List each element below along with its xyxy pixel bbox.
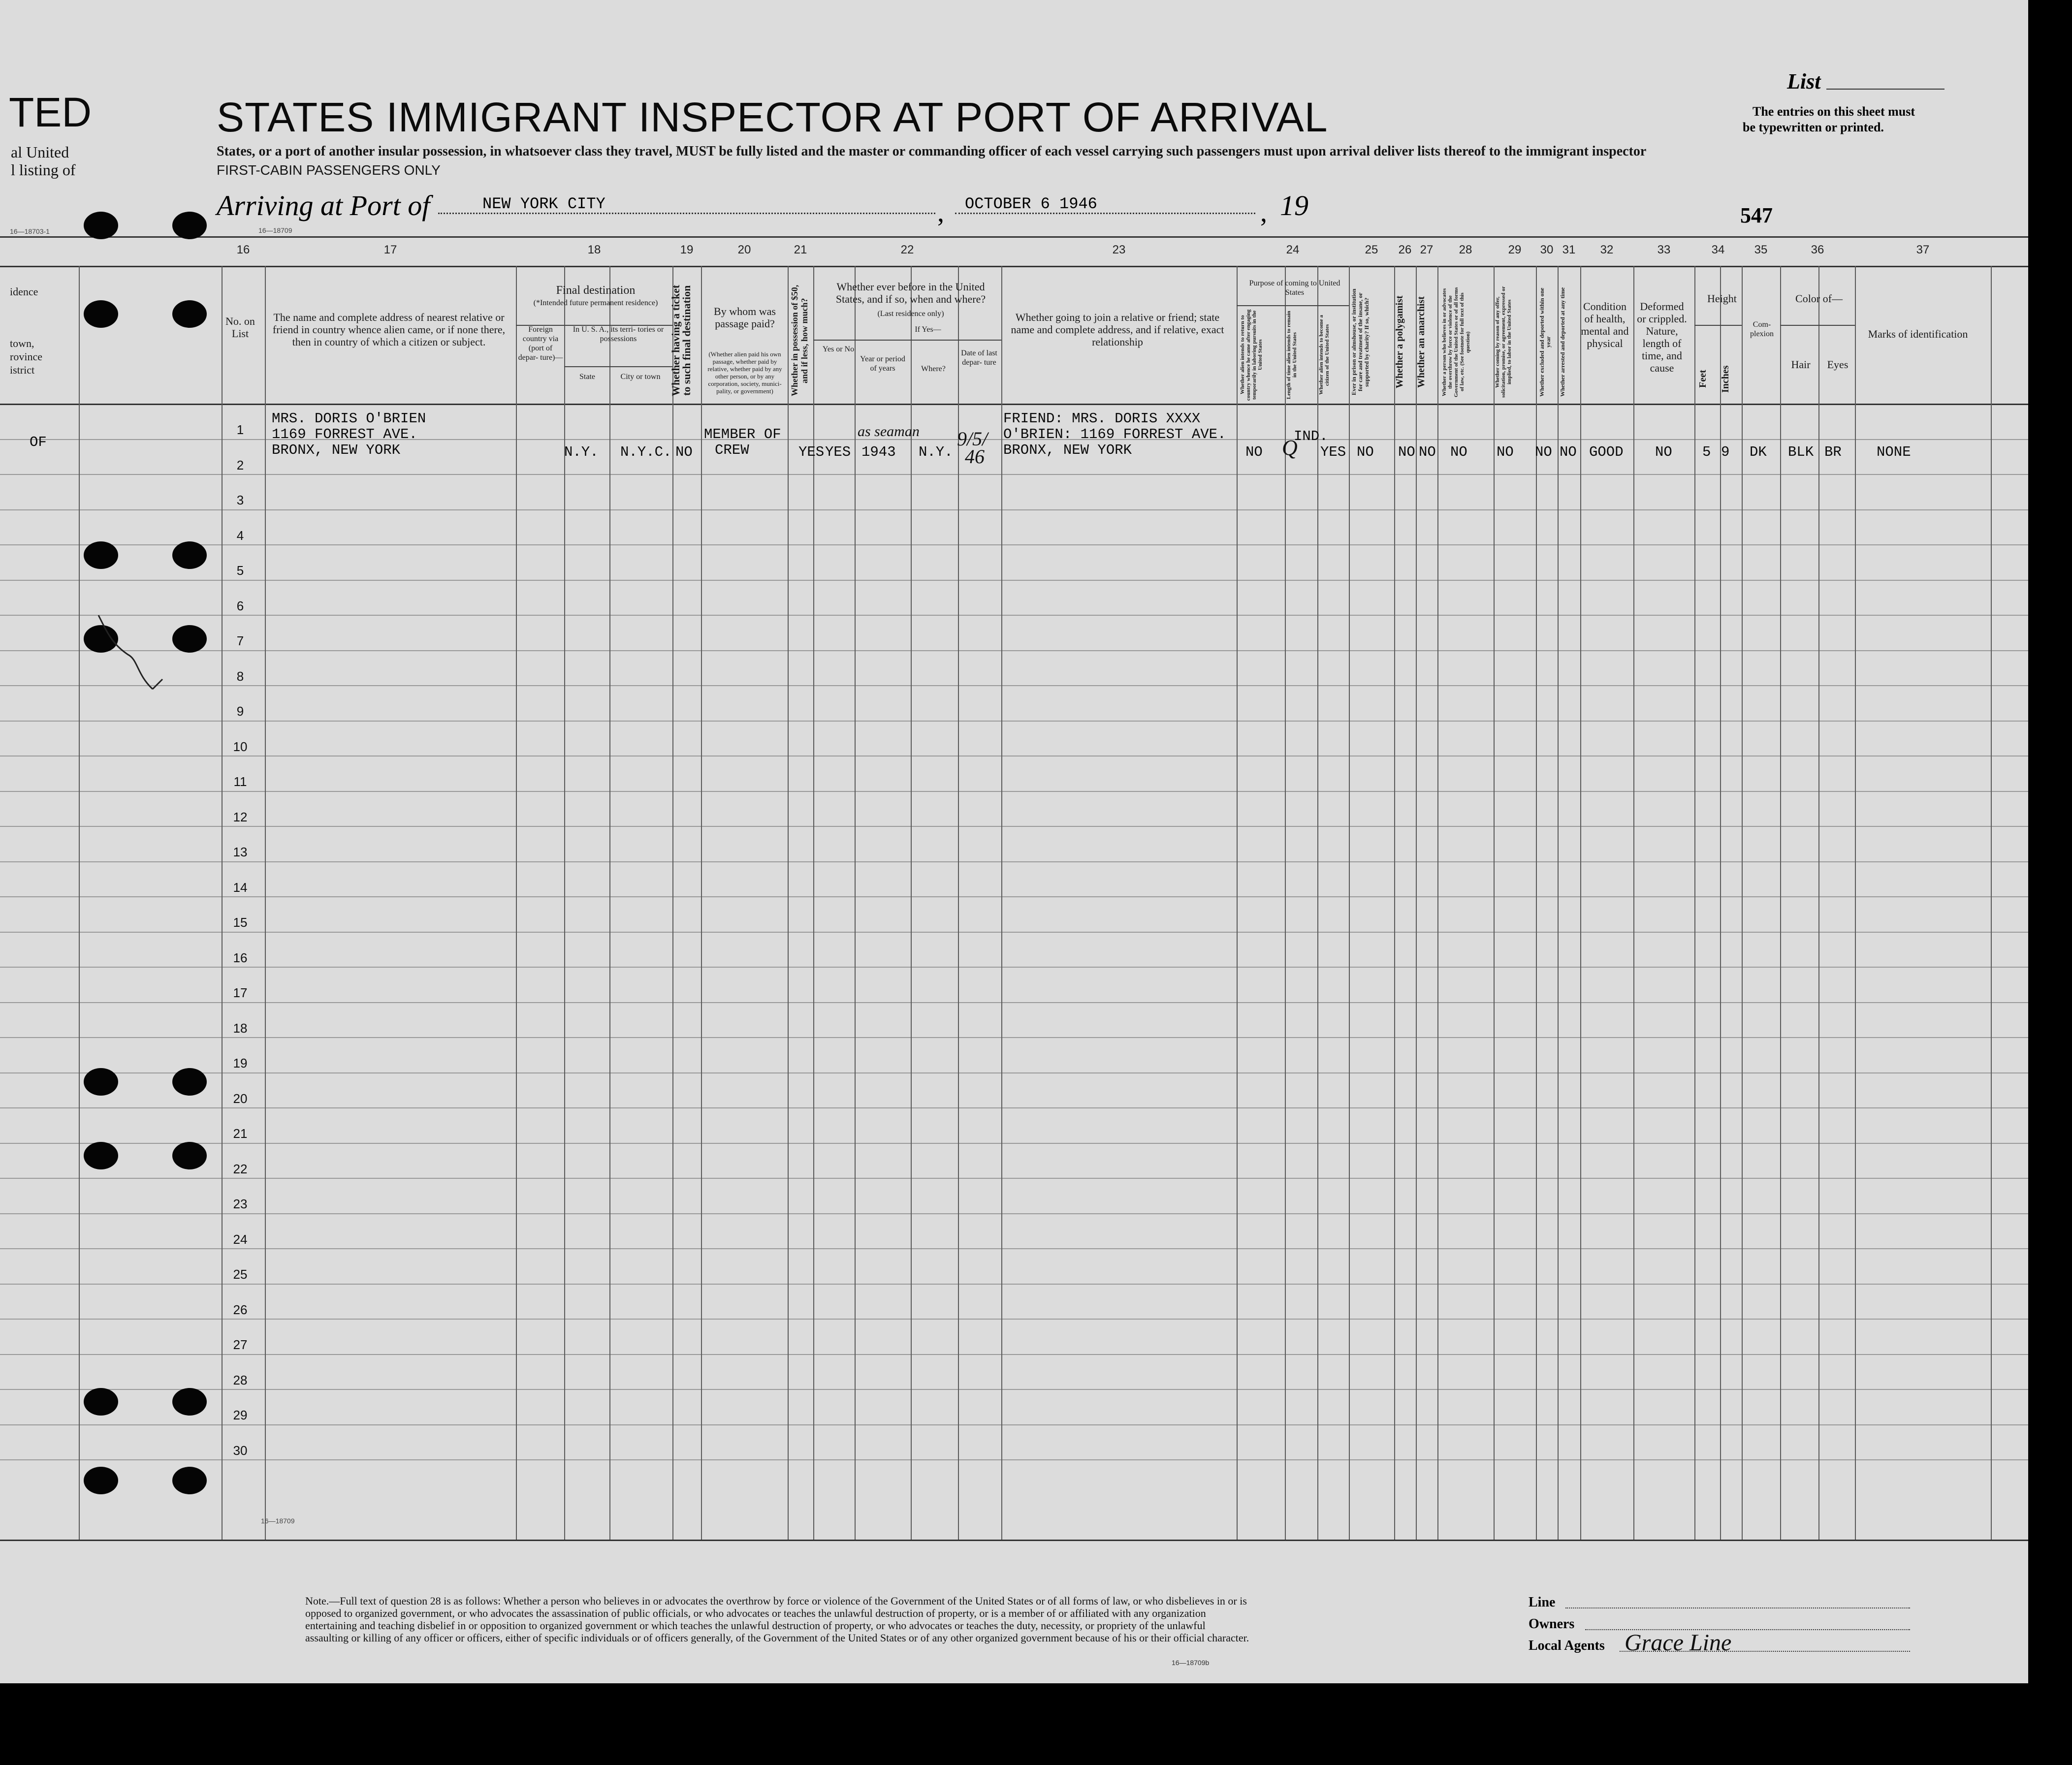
punch-hole <box>84 1142 118 1169</box>
column-rule <box>1416 266 1417 1540</box>
row-rule <box>0 1248 2028 1249</box>
row-number: 2 <box>236 457 244 473</box>
complexion-cell: DK <box>1750 444 1767 460</box>
row-rule <box>0 967 2028 968</box>
column-rule <box>958 266 959 1540</box>
column-number: 32 <box>1600 243 1614 256</box>
header-year-or-period: Year or period of years <box>860 355 905 373</box>
column-rule <box>1780 266 1781 1540</box>
row-number: 14 <box>233 880 248 895</box>
column-number: 26 <box>1398 243 1412 256</box>
row-number: 28 <box>233 1372 248 1387</box>
header-foreign-country: Foreign country via (port of depar- ture)— <box>518 325 563 362</box>
page-title: STATES IMMIGRANT INSPECTOR AT PORT OF ARRIVAL <box>217 94 1328 140</box>
purpose-c-cell: YES <box>1320 444 1346 460</box>
punch-hole <box>172 212 207 239</box>
header-subrule <box>1694 325 1742 326</box>
header-feet: Feet <box>1697 370 1708 388</box>
column-rule <box>1494 266 1495 1540</box>
paid-by-line: MEMBER OF <box>704 426 781 442</box>
punch-hole <box>84 1388 118 1416</box>
column-rule <box>609 266 610 1540</box>
joining-line: FRIEND: MRS. DORIS XXXX <box>1003 410 1201 427</box>
marks-cell: NONE <box>1877 444 1911 460</box>
header-subrule <box>855 340 1001 341</box>
row-number: 5 <box>236 563 244 578</box>
possession-cell: YES <box>798 444 825 460</box>
row-rule <box>0 474 2028 475</box>
column-number: 17 <box>383 243 397 256</box>
header-condition: Condition of health, mental and physical <box>1581 300 1629 349</box>
condition-cell: GOOD <box>1589 444 1624 460</box>
column-number: 29 <box>1508 243 1522 256</box>
owners-label: Owners <box>1529 1616 1575 1632</box>
line-label: Line <box>1529 1595 1556 1610</box>
row-number: 25 <box>233 1267 248 1282</box>
fragment-header: town, <box>10 337 34 349</box>
row-number: 6 <box>236 598 244 613</box>
cabin-class-line: FIRST-CABIN PASSENGERS ONLY <box>217 162 441 178</box>
header-last-residence: (Last residence only) <box>877 310 944 318</box>
departure-date-hand: 9/5/ <box>957 428 988 450</box>
list-note: The entries on this sheet must <box>1753 104 1915 119</box>
deformed-cell: NO <box>1655 444 1672 460</box>
footnote: Note.—Full text of question 28 is as follows: Whether a person who believes in or advocates the overthrow by force or violence of the Government of the United States or of all forms of law, or who disbelieves in or is opposed to organized government, or who advocates the assassination of public officials, or who advocates or teaches the unlawful destruction of property, or is a member of or affiliated with any organization entertaining and teaching disbelief in or opposition to organized government or which teaches the unlawful destruction of property, or who advocates or teaches the duty, necessity, or propriety of the unlawful assaulting or killing of any officer or officers, either of specific individuals or of officers generally, of the Government of the United States or of any other organized government because of his or their official character. <box>305 1595 1249 1644</box>
line-field <box>1565 1607 1910 1608</box>
header-eyes: Eyes <box>1827 358 1849 371</box>
relative-address-line: 1169 FORREST AVE. <box>272 426 417 442</box>
column-rule <box>1694 266 1695 1540</box>
punch-hole <box>172 625 207 653</box>
column-number: 31 <box>1562 243 1576 256</box>
column-number: 28 <box>1459 243 1472 256</box>
header-bottom-rule <box>0 404 2028 405</box>
handwritten-note: as seaman <box>858 423 920 440</box>
column-number: 24 <box>1286 243 1300 256</box>
column-number: 30 <box>1540 243 1554 256</box>
list-number-field <box>1826 89 1944 90</box>
header-ticket: Whether having a ticket to such final destination <box>669 284 693 397</box>
header-no-on-list: No. on List <box>225 315 255 340</box>
handwritten-mark: Q <box>1282 436 1298 460</box>
row-rule <box>0 1354 2028 1355</box>
col27-cell: NO <box>1419 444 1436 460</box>
separator: , <box>1260 197 1267 228</box>
column-rule <box>516 266 517 1540</box>
fragment-header: istrict <box>10 364 35 376</box>
column-number: 27 <box>1420 243 1434 256</box>
column-rule <box>265 266 266 1540</box>
header-final-destination: Final destination <box>556 284 636 297</box>
row-number: 4 <box>236 528 244 543</box>
column-number: 18 <box>587 243 601 256</box>
header-prison: Ever in prison or almshouse, or institution for care and treatment of the insane, or supported by charity? If so, which? <box>1350 288 1370 396</box>
header-purpose: Purpose of coming to United States <box>1249 279 1340 297</box>
punch-hole <box>172 300 207 328</box>
header-final-destination-note: (*Intended future permanent residence) <box>533 299 658 307</box>
punch-hole <box>172 1068 207 1096</box>
row-number: 15 <box>233 915 248 930</box>
arriving-label: Arriving at Port of <box>217 189 430 221</box>
header-subrule <box>1780 325 1855 326</box>
punch-hole <box>172 1388 207 1416</box>
row-rule <box>0 650 2028 651</box>
column-number: 23 <box>1112 243 1126 256</box>
header-arrested: Whether arrested and deported at any time <box>1559 287 1566 397</box>
row-number: 10 <box>233 739 248 754</box>
row-rule <box>0 544 2028 545</box>
row-number: 8 <box>236 668 244 684</box>
instruction-line: States, or a port of another insular possession, in whatsoever class they travel, MUST be fully listed and the master or commanding officer of each vessel carrying such passengers must upon arrival deliver lists thereof to the immigrant inspector <box>217 144 1647 159</box>
fragment-header: rovince <box>10 350 42 363</box>
row-number: 26 <box>233 1302 248 1317</box>
header-inches: Inches <box>1720 365 1731 393</box>
header-city: City or town <box>620 373 661 381</box>
row-rule <box>0 896 2028 897</box>
agents-signature: Grace Line <box>1625 1630 1732 1656</box>
column-rule <box>672 266 673 1540</box>
col28-cell: NO <box>1450 444 1467 460</box>
where-cell: N.Y. <box>919 444 953 460</box>
header-subrule <box>1237 305 1349 306</box>
row-rule <box>0 1178 2028 1179</box>
column-rule <box>1742 266 1743 1540</box>
col31-cell: NO <box>1560 444 1577 460</box>
header-purpose-c: Whether alien intends to become a citizen of the United States <box>1318 315 1330 395</box>
header-height: Height <box>1707 292 1737 305</box>
column-rule <box>1394 266 1395 1540</box>
row-rule <box>0 1424 2028 1425</box>
column-number: 16 <box>236 243 250 256</box>
list-note: be typewritten or printed. <box>1743 120 1884 134</box>
dest-state-cell: N.Y. <box>564 444 599 460</box>
punch-hole <box>84 541 118 569</box>
header-complexion: Com- plexion <box>1750 320 1774 338</box>
row-rule <box>0 932 2028 933</box>
row-rule <box>0 861 2028 862</box>
punch-hole <box>84 1068 118 1096</box>
ever-before-cell: YES <box>825 444 851 460</box>
row-rule <box>0 1319 2028 1320</box>
header-overthrow: Whether a person who believes in or advocates the overthrow by force or violence of the Government of the United States or of all forms of law, etc. (See footnote for full text of this question) <box>1441 287 1471 397</box>
row-rule <box>0 1037 2028 1038</box>
row-number: 7 <box>236 633 244 648</box>
header-ever-before: Whether ever before in the United States, and if so, when and where? <box>835 281 986 305</box>
row-number: 17 <box>233 985 248 1000</box>
column-rule <box>1580 266 1581 1540</box>
row-number: 22 <box>233 1161 248 1176</box>
row-number: 18 <box>233 1020 248 1036</box>
port-value: NEW YORK CITY <box>482 195 606 213</box>
header-purpose-b: Length of time alien intends to remain in the United States <box>1286 311 1298 399</box>
header-where: Where? <box>921 365 946 373</box>
row-rule <box>0 721 2028 722</box>
year-cell: 1943 <box>861 444 896 460</box>
agents-label: Local Agents <box>1529 1638 1605 1653</box>
column-number-rule <box>0 266 2028 267</box>
sheet-number: 547 <box>1740 203 1773 227</box>
form-code: 16—18709 <box>258 226 292 234</box>
col30-cell: NO <box>1535 444 1552 460</box>
row-rule <box>0 1143 2028 1144</box>
row-rule <box>0 1107 2028 1108</box>
purpose-a-cell: NO <box>1245 444 1263 460</box>
column-number: 33 <box>1657 243 1671 256</box>
punch-hole <box>84 1467 118 1494</box>
purpose-b-cell: IND. <box>1294 428 1328 444</box>
row-number: 16 <box>233 950 248 965</box>
row-rule <box>0 509 2028 510</box>
column-rule <box>1633 266 1634 1540</box>
dest-city-cell: N.Y.C. <box>620 444 672 460</box>
column-rule <box>1558 266 1559 1540</box>
header-relative-address: The name and complete address of nearest relative or friend in country whence alien came, or if none there, then in country of which a citizen or subject. <box>272 311 506 348</box>
header-if-yes: If Yes— <box>915 325 941 334</box>
row-number: 30 <box>233 1443 248 1458</box>
header-hair: Hair <box>1791 358 1811 371</box>
header-marks: Marks of identification <box>1868 328 1968 340</box>
column-number: 34 <box>1711 243 1725 256</box>
row-rule <box>0 791 2028 792</box>
row-number: 19 <box>233 1056 248 1071</box>
header-anarchist: Whether an anarchist <box>1416 296 1427 388</box>
row-number: 20 <box>233 1091 248 1106</box>
row-rule <box>0 1213 2028 1214</box>
column-rule <box>1237 266 1238 1540</box>
form-code: 16—18709 <box>261 1517 295 1525</box>
col25-cell: NO <box>1357 444 1374 460</box>
row-number: 27 <box>233 1337 248 1352</box>
row-number: 13 <box>233 845 248 859</box>
header-purpose-a: Whether alien intends to return to country whence he came after engaging temporarily in laboring pursuits in the United States <box>1240 309 1263 401</box>
column-number: 25 <box>1365 243 1378 256</box>
column-rule <box>1001 266 1002 1540</box>
list-label: List <box>1787 69 1821 94</box>
footnote-code: 16—18709b <box>1172 1659 1210 1667</box>
column-rule <box>1991 266 1992 1540</box>
ticket-cell: NO <box>675 444 693 460</box>
relative-address-line: BRONX, NEW YORK <box>272 442 401 458</box>
row-number: 3 <box>236 493 244 507</box>
header-excluded: Whether excluded and deported within one year <box>1538 287 1552 397</box>
fragment-header: idence <box>10 285 38 298</box>
column-rule <box>1437 266 1438 1540</box>
column-number: 20 <box>737 243 751 256</box>
punch-hole <box>84 212 118 239</box>
col29-cell: NO <box>1497 444 1514 460</box>
header-color-of: Color of— <box>1795 292 1843 305</box>
hair-cell: BLK <box>1788 444 1814 460</box>
feet-cell: 5 <box>1702 444 1711 460</box>
row-rule <box>0 1002 2028 1003</box>
header-deformed: Deformed or crippled. Nature, length of time, and cause <box>1637 300 1687 374</box>
arrival-date-value: OCTOBER 6 1946 <box>965 195 1097 213</box>
punch-hole <box>172 1467 207 1494</box>
column-rule <box>1855 266 1856 1540</box>
row-number: 12 <box>233 809 248 824</box>
column-rule <box>1349 266 1350 1540</box>
row-number: 9 <box>236 704 244 719</box>
table-top-rule <box>0 236 2028 238</box>
inches-cell: 9 <box>1721 444 1730 460</box>
row-rule <box>0 1284 2028 1285</box>
row-number: 21 <box>233 1126 248 1141</box>
eyes-cell: BR <box>1824 444 1842 460</box>
header-in-usa: In U. S. A., its terri- tories or possessions <box>573 325 664 343</box>
punch-hole <box>172 541 207 569</box>
paid-by-line: CREW <box>715 442 749 458</box>
column-number: 19 <box>680 243 694 256</box>
fragment-cell: OF <box>30 434 47 450</box>
column-number: 22 <box>900 243 914 256</box>
row-rule <box>0 580 2028 581</box>
header-joining-relative: Whether going to join a relative or friend; state name and complete address, and if relative, exact relationship <box>1011 311 1224 348</box>
column-rule <box>1317 266 1318 1540</box>
row-number: 1 <box>236 422 244 437</box>
column-rule <box>701 266 702 1540</box>
title-fragment: TED <box>9 89 92 135</box>
row-rule <box>0 1459 2028 1460</box>
column-number: 36 <box>1811 243 1824 256</box>
column-rule <box>79 266 80 1540</box>
joining-line: O'BRIEN: 1169 FORREST AVE. <box>1003 426 1226 442</box>
row-number: 24 <box>233 1231 248 1247</box>
header-possession: Whether in possession of $50, and if less, how much? <box>790 284 809 397</box>
separator: , <box>937 197 944 228</box>
joining-line: BRONX, NEW YORK <box>1003 442 1132 458</box>
column-rule <box>855 266 856 1540</box>
fragment-line: l listing of <box>11 161 76 179</box>
relative-address-line: MRS. DORIS O'BRIEN <box>272 410 426 427</box>
row-number: 11 <box>233 774 247 789</box>
departure-date-hand: 46 <box>965 445 985 468</box>
year-prefix: 19 <box>1280 189 1308 221</box>
header-labor-offer: Whether coming by reason of any offer, solicitation, promise, or agreement, expressed or implied, to labor in the United States <box>1495 286 1512 398</box>
form-code: 16—18703-1 <box>10 227 50 235</box>
column-number: 35 <box>1754 243 1768 256</box>
table-bottom-rule <box>0 1540 2028 1541</box>
row-number: 23 <box>233 1197 248 1211</box>
column-rule <box>788 266 789 1540</box>
fragment-line: al United <box>11 143 69 161</box>
column-number: 21 <box>794 243 807 256</box>
header-by-whom: By whom was passage paid? <box>714 305 776 330</box>
column-rule <box>911 266 912 1540</box>
header-polygamist: Whether a polygamist <box>1394 295 1405 389</box>
row-rule <box>0 826 2028 827</box>
column-rule <box>1818 266 1819 1540</box>
header-state: State <box>579 373 595 381</box>
row-number: 29 <box>233 1408 248 1422</box>
header-by-whom-note: (Whether alien paid his own passage, whether paid by relative, whether paid by any other person, or by any corporation, society, munici- pality, or government) <box>707 350 782 395</box>
punch-hole <box>172 1142 207 1169</box>
pen-squiggle <box>79 605 177 714</box>
row-rule <box>0 615 2028 616</box>
header-yes-or-no: Yes or No <box>822 345 855 353</box>
row-rule <box>0 685 2028 686</box>
col26-cell: NO <box>1398 444 1415 460</box>
row-rule <box>0 1072 2028 1073</box>
header-date-last-departure: Date of last depar- ture <box>961 349 997 367</box>
row-rule <box>0 1389 2028 1390</box>
punch-hole <box>84 300 118 328</box>
column-number: 37 <box>1916 243 1930 256</box>
header-subrule <box>564 366 672 367</box>
